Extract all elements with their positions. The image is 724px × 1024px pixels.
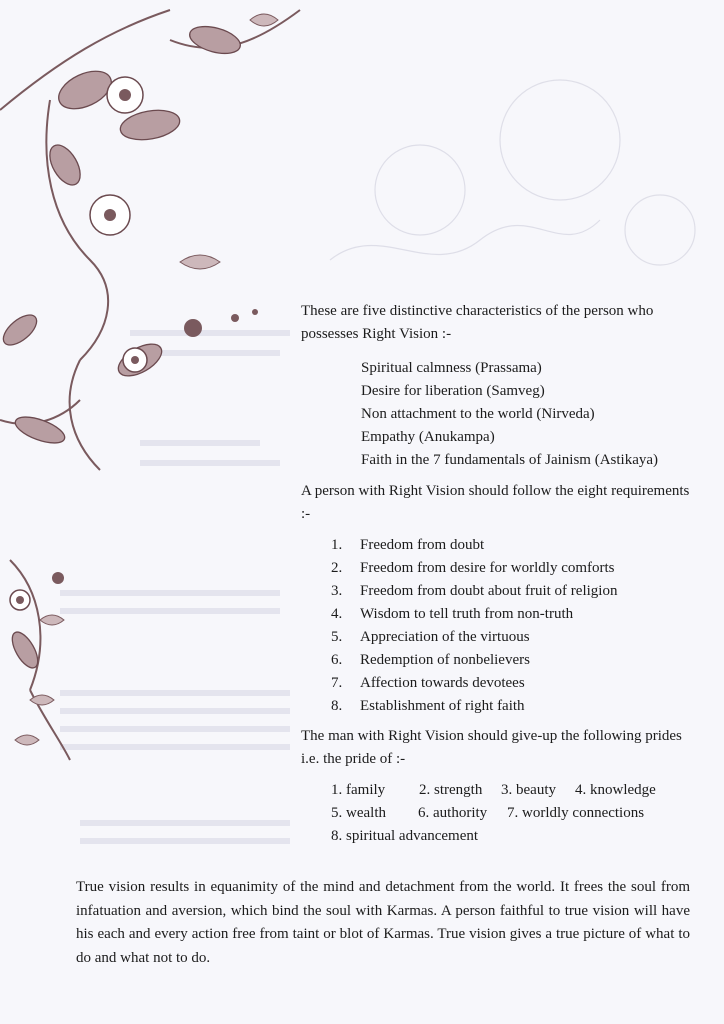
item-number: 5. — [331, 629, 343, 645]
pride-item: 3. beauty — [501, 782, 556, 798]
item-number: 3. — [331, 583, 343, 599]
item-text: Establishment of right faith — [360, 698, 525, 714]
item-number: 4. — [331, 606, 343, 622]
item-text: Non attachment to the world (Nirveda) — [361, 406, 595, 422]
pride-item: 2. strength — [419, 782, 483, 798]
item-number: 8. — [331, 698, 343, 714]
pride-item: 6. authority — [418, 805, 488, 821]
item-text: Freedom from doubt — [360, 537, 485, 553]
item-number: 1. — [331, 537, 343, 553]
pride-item: 1. family — [331, 782, 386, 798]
pride-item: 8. spiritual advancement — [331, 828, 479, 844]
item-number: 6. — [331, 652, 343, 668]
item-number: 7. — [331, 675, 343, 691]
item-text: Freedom from doubt about fruit of religion — [360, 583, 618, 599]
item-number: 2. — [331, 560, 343, 576]
item-text: Spiritual calmness (Prassama) — [361, 360, 542, 376]
floral-ornament — [0, 0, 330, 780]
item-text: Desire for liberation (Samveg) — [361, 383, 545, 399]
item-text: Affection towards devotees — [360, 675, 525, 691]
item-text: Appreciation of the virtuous — [360, 629, 530, 645]
intro-eight-requirements: A person with Right Vision should follow the eight requirements :- — [301, 483, 690, 522]
pride-item: 4. knowledge — [575, 782, 656, 798]
intro-prides: The man with Right Vision should give-up the following prides i.e. the pride of :- — [301, 728, 682, 767]
intro-five-characteristics: These are five distinctive characteristics of the person who possesses Right Vision :- — [301, 303, 654, 342]
item-text: Freedom from desire for worldly comforts — [360, 560, 615, 576]
pride-item: 5. wealth — [331, 805, 386, 821]
item-text: Wisdom to tell truth from non-truth — [360, 606, 574, 622]
item-text: Faith in the 7 fundamentals of Jainism (Astikaya) — [361, 452, 659, 468]
item-text: Empathy (Anukampa) — [361, 429, 495, 445]
closing-paragraph: True vision results in equanimity of the mind and detachment from the world. It frees the soul from infatuation and aversion, which bind the soul with Karmas. A person faithful to true vision will have his each and every action free from taint or blot of Karmas. True vision gives a true picture of what to do and what not to do. — [76, 879, 690, 966]
pride-item: 7. worldly connections — [507, 805, 645, 821]
item-text: Redemption of nonbelievers — [360, 652, 530, 668]
